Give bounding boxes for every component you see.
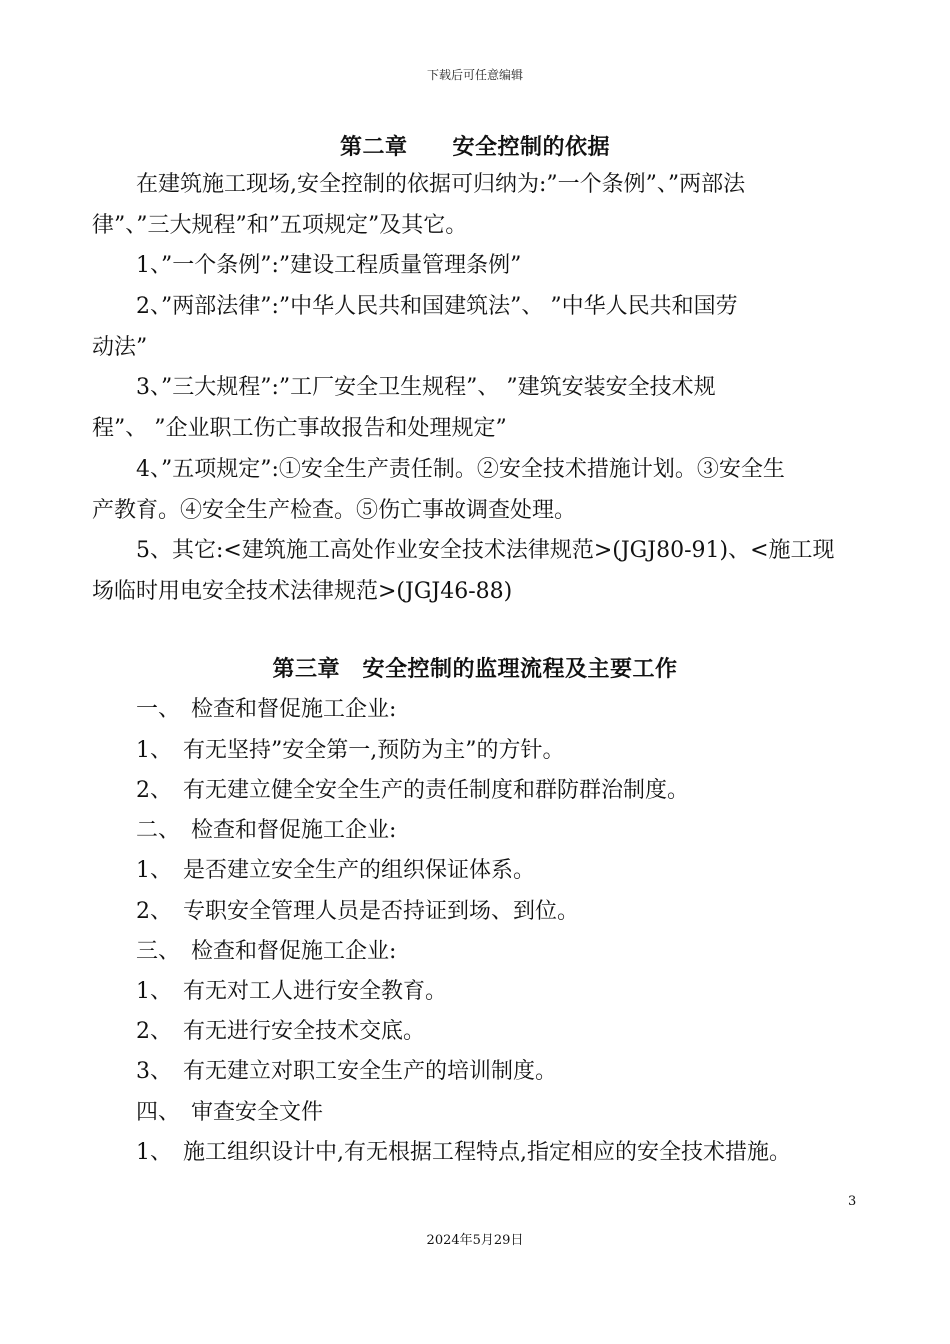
- sec1-item-1: 1、 有无坚持”安全第一,预防为主”的方针。: [136, 738, 565, 763]
- page-number: 3: [848, 1194, 857, 1209]
- item3-line-1: 3、”三大规程”:”工厂安全卫生规程”、 ”建筑安装安全技术规: [136, 375, 716, 400]
- item5-line-1: 5、其它:<建筑施工高处作业安全技术法律规范>(JGJ80-91)、<施工现: [136, 538, 835, 563]
- sec2-item-1: 1、 是否建立安全生产的组织保证体系。: [136, 858, 535, 883]
- chapter2-intro: [92, 164, 867, 246]
- intro-line-2: 律”、”三大规程”和”五项规定”及其它。: [92, 213, 468, 238]
- sec3-item-3: 3、 有无建立对职工安全生产的培训制度。: [136, 1059, 557, 1084]
- footer-date: 2024年5月29日: [426, 1233, 524, 1248]
- item3-line-2: 程”、 ”企业职工伤亡事故报告和处理规定”: [92, 416, 507, 441]
- chapter2-item-3: [92, 367, 867, 449]
- chapter3-title: 第三章 安全控制的监理流程及主要工作: [272, 657, 678, 682]
- item4-line-1: 4、”五项规定”:①安全生产责任制。②安全技术措施计划。③安全生: [136, 457, 785, 482]
- chapter2-item-5: [92, 530, 867, 612]
- intro-line-1: 在建筑施工现场,安全控制的依据可归纳为:”一个条例”、”两部法: [136, 172, 746, 197]
- chapter2-item-2: [92, 286, 867, 368]
- sec1-item-2: 2、 有无建立健全安全生产的责任制度和群防群治制度。: [136, 778, 689, 803]
- item5-line-2: 场临时用电安全技术法律规范>(JGJ46-88): [92, 579, 513, 604]
- sec2-heading: 二、 检查和督促施工企业:: [136, 818, 397, 843]
- item4-line-2: 产教育。④安全生产检查。⑤伤亡事故调查处理。: [92, 498, 577, 523]
- chapter2-item-1: [92, 245, 867, 286]
- item1-line: 1、”一个条例”:”建设工程质量管理条例”: [136, 253, 522, 278]
- sec3-item-1: 1、 有无对工人进行安全教育。: [136, 979, 447, 1004]
- sec2-item-2: 2、 专职安全管理人员是否持证到场、到位。: [136, 899, 579, 924]
- sec4-item-1: 1、 施工组织设计中,有无根据工程特点,指定相应的安全技术措施。: [136, 1140, 791, 1165]
- sec3-item-2: 2、 有无进行安全技术交底。: [136, 1019, 425, 1044]
- chapter2-item-4: [92, 449, 867, 531]
- sec1-heading: 一、 检查和督促施工企业:: [136, 697, 397, 722]
- item2-line-1: 2、”两部法律”:”中华人民共和国建筑法”、 ”中华人民共和国劳: [136, 294, 738, 319]
- header-note: 下载后可任意编辑: [426, 68, 523, 82]
- sec3-heading: 三、 检查和督促施工企业:: [136, 939, 397, 964]
- chapter2-title: 第二章 安全控制的依据: [339, 135, 610, 160]
- sec4-heading: 四、 审查安全文件: [136, 1100, 324, 1125]
- item2-line-2: 动法”: [92, 335, 148, 360]
